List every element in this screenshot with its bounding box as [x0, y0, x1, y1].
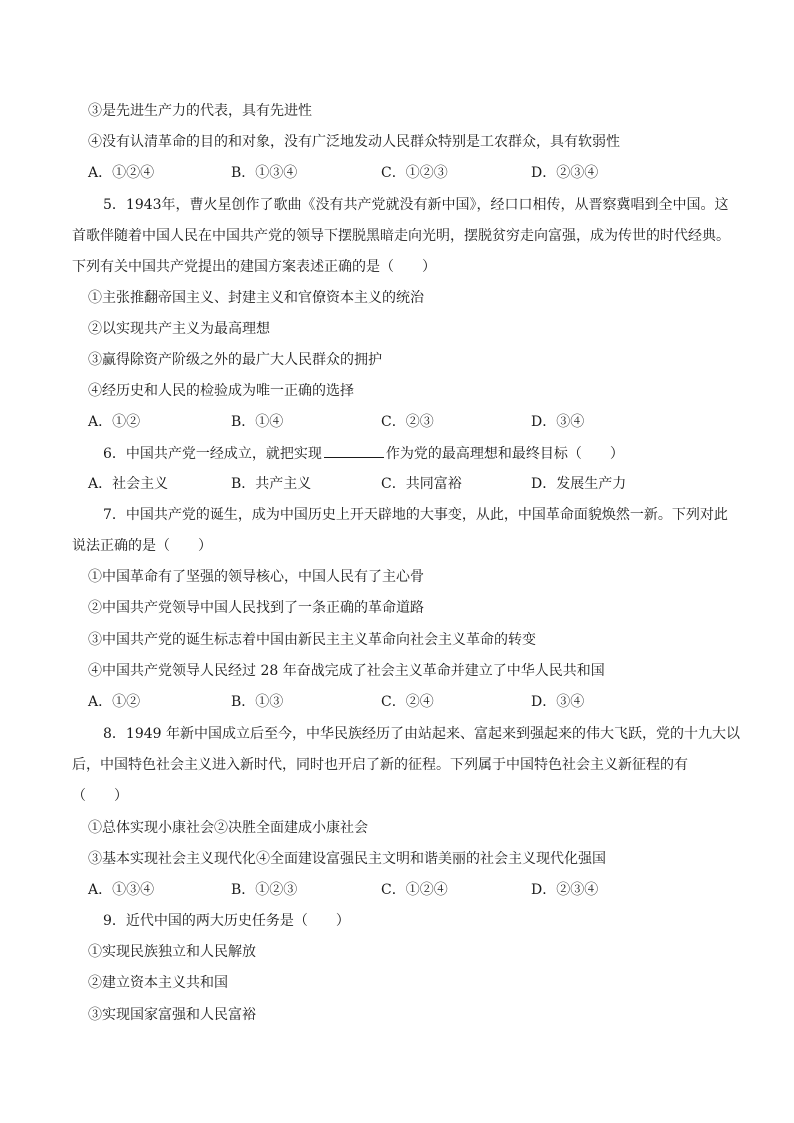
q8-stem-line-1: 8．1949 年新中国成立后至今，中华民族经历了由站起来、富起来到强起来的伟大飞跃，党的十九大以	[103, 726, 740, 742]
q8-item-1: ①总体实现小康社会②决胜全面建成小康社会	[88, 820, 368, 836]
q7-item-3: ③中国共产党的诞生标志着中国由新民主主义革命向社会主义革命的转变	[88, 632, 536, 648]
q4-option-b[interactable]: B．①③④	[231, 165, 298, 181]
q6-option-a[interactable]: A．社会主义	[88, 476, 169, 492]
q9-item-3: ③实现国家富强和人民富裕	[88, 1007, 256, 1023]
q6-option-d[interactable]: D．发展生产力	[531, 476, 627, 492]
q9-item-2: ②建立资本主义共和国	[88, 975, 228, 991]
q5-option-c[interactable]: C．②③	[381, 414, 434, 430]
q6-stem-before: 6．中国共产党一经成立，就把实现	[103, 446, 322, 462]
q8-stem-line-3: （ ）	[72, 788, 128, 804]
q6-option-b[interactable]: B．共产主义	[231, 476, 312, 492]
q7-item-4: ④中国共产党领导人民经过 28 年奋战完成了社会主义革命并建立了中华人民共和国	[88, 663, 605, 679]
q7-option-c[interactable]: C．②④	[381, 694, 434, 710]
q7-option-a[interactable]: A．①②	[88, 694, 141, 710]
q7-item-2: ②中国共产党领导中国人民找到了一条正确的革命道路	[88, 600, 424, 616]
q8-option-c[interactable]: C．①②④	[381, 882, 448, 898]
q8-option-a[interactable]: A．①③④	[88, 882, 155, 898]
q9-item-1: ①实现民族独立和人民解放	[88, 944, 256, 960]
answer-blank[interactable]	[324, 443, 384, 458]
q7-stem-line-2: 说法正确的是（ ）	[72, 538, 212, 554]
q4-item-3: ③是先进生产力的代表，具有先进性	[88, 103, 312, 119]
q8-option-d[interactable]: D．②③④	[531, 882, 599, 898]
q6-option-c[interactable]: C．共同富裕	[381, 476, 462, 492]
q5-option-d[interactable]: D．③④	[531, 414, 585, 430]
q6-stem-after: 作为党的最高理想和最终目标（ ）	[385, 446, 624, 462]
q5-option-a[interactable]: A．①②	[88, 414, 141, 430]
q4-option-d[interactable]: D．②③④	[531, 165, 599, 181]
q7-item-1: ①中国革命有了坚强的领导核心，中国人民有了主心骨	[88, 569, 424, 585]
q5-item-3: ③赢得除资产阶级之外的最广大人民群众的拥护	[88, 352, 382, 368]
q5-stem-line-1: 5．1943年，曹火星创作了歌曲《没有共产党就没有新中国》，经口口相传，从晋察冀唱到全中国。这	[103, 197, 729, 213]
q7-option-b[interactable]: B．①③	[231, 694, 284, 710]
q5-stem-line-2: 首歌伴随着中国人民在中国共产党的领导下摆脱黑暗走向光明，摆脱贫穷走向富强，成为传世的时代经典。	[72, 228, 730, 244]
q5-stem-line-3: 下列有关中国共产党提出的建国方案表述正确的是（ ）	[72, 259, 436, 275]
q4-item-4: ④没有认清革命的目的和对象，没有广泛地发动人民群众特别是工农群众，具有软弱性	[88, 134, 620, 150]
q8-stem-line-2: 后，中国特色社会主义进入新时代，同时也开启了新的征程。下列属于中国特色社会主义新征程的有	[72, 757, 688, 773]
q4-option-a[interactable]: A．①②④	[88, 165, 155, 181]
q7-option-d[interactable]: D．③④	[531, 694, 585, 710]
q8-item-2: ③基本实现社会主义现代化④全面建设富强民主文明和谐美丽的社会主义现代化强国	[88, 851, 606, 867]
q6-stem	[103, 443, 624, 464]
q5-option-b[interactable]: B．①④	[231, 414, 284, 430]
q9-stem: 9．近代中国的两大历史任务是（ ）	[103, 913, 350, 929]
q8-option-b[interactable]: B．①②③	[231, 882, 298, 898]
q7-stem-line-1: 7．中国共产党的诞生，成为中国历史上开天辟地的大事变，从此，中国革命面貌焕然一新。下列对此	[103, 507, 728, 523]
q5-item-1: ①主张推翻帝国主义、封建主义和官僚资本主义的统治	[88, 290, 424, 306]
q5-item-4: ④经历史和人民的检验成为唯一正确的选择	[88, 383, 354, 399]
q5-item-2: ②以实现共产主义为最高理想	[88, 321, 270, 337]
q4-option-c[interactable]: C．①②③	[381, 165, 448, 181]
